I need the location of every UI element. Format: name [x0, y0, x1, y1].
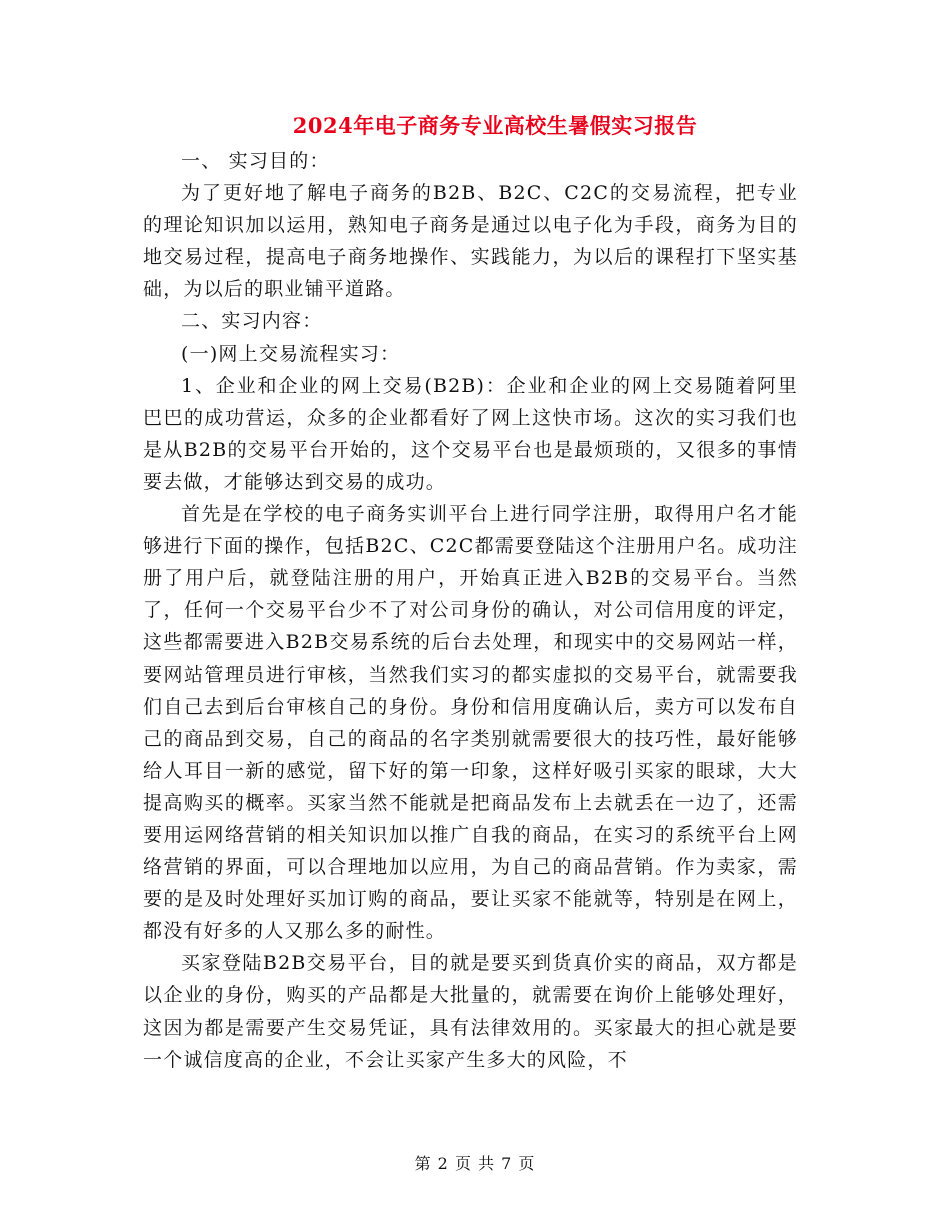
paragraph-buyer-login: 买家登陆B2B交易平台，目的就是要买到货真价实的商品，双方都是以企业的身份，购买的产品都是大批量的，就需要在询价上能够处理好，这因为都是需要产生交易凭证，具有法律效用的。买家最大的担心就是要一个诚信度高的企业，不会让买家产生多大的风险，不 — [143, 952, 798, 1071]
page-number-footer: 第 2 页 共 7 页 — [414, 1154, 536, 1173]
paragraph-purpose: 为了更好地了解电子商务的B2B、B2C、C2C的交易流程，把专业的理论知识加以运用，熟知电子商务是通过以电子化为手段，商务为目的地交易过程，提高电子商务地操作、实践能力，为以后的课程打下坚实基础，为以后的职业铺平道路。 — [143, 182, 798, 301]
paragraph-registration: 首先是在学校的电子商务实训平台上进行同学注册，取得用户名才能够进行下面的操作，包括B2C、C2C都需要登陆这个注册用户名。成功注册了用户后，就登陆注册的用户，开始真正进入B2B的交易平台。当然了，任何一个交易平台少不了对公司身份的确认，对公司信用度的评定，这些都需要进入B2B交易系统的后台去处理，和现实中的交易网站一样，要网站管理员进行审核，当然我们实习的都实虚拟的交易平台，就需要我们自己去到后台审核自己的身份。身份和信用度确认后，卖方可以发布自己的商品到交易，自己的商品的名字类别就需要很大的技巧性，最好能够给人耳目一新的感觉，留下好的第一印象，这样好吸引买家的眼球，大大提高购买的概率。买家当然不能就是把商品发布上去就丢在一边了，还需要用运网络营销的相关知识加以推广自我的商品，在实习的系统平台上网络营销的界面，可以合理地加以应用，为自己的商品营销。作为卖家，需要的是及时处理好买加订购的商品，要让买家不能就等，特别是在网上，都没有好多的人又那么多的耐性。 — [143, 503, 798, 943]
subsection-heading-online-trading: (一)网上交易流程实习： — [181, 342, 401, 365]
section-heading-purpose: 一、 实习目的： — [181, 150, 330, 172]
paragraph-b2b-intro: 1、企业和企业的网上交易(B2B)：企业和企业的网上交易随着阿里巴巴的成功营运，众多的企业都看好了网上这快市场。这次的实习我们也是从B2B的交易平台开始的，这个交易平台也是最烦琐的，又很多的事情要去做，才能够达到交易的成功。 — [143, 374, 798, 493]
section-heading-content: 二、实习内容： — [181, 310, 323, 333]
document-body — [143, 145, 798, 1076]
document-title: 2024年电子商务专业高校生暑假实习报告 — [292, 113, 698, 138]
